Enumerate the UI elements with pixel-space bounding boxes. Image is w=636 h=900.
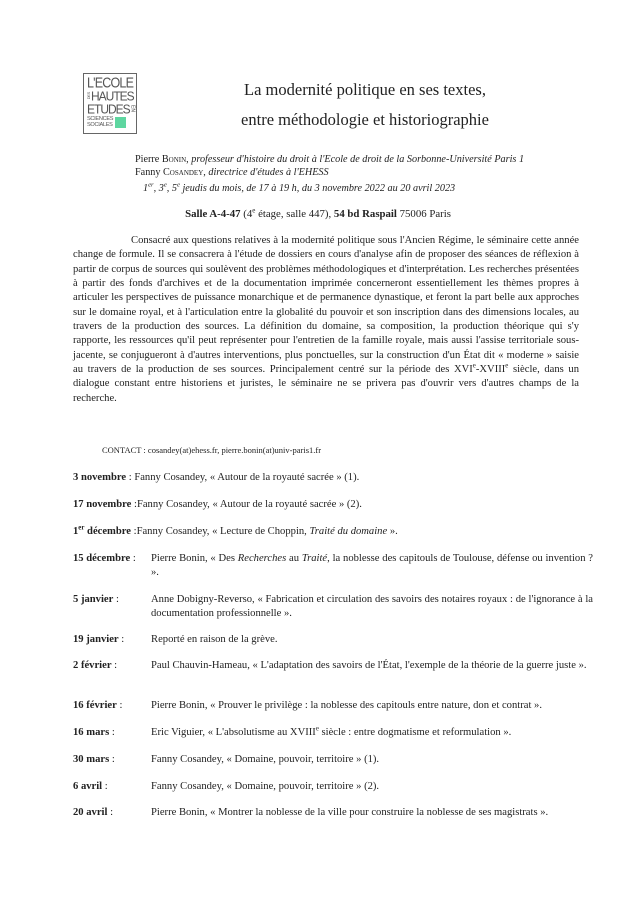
author-last-name: Cosandey bbox=[163, 167, 204, 178]
session-item bbox=[73, 780, 593, 794]
session-item bbox=[73, 753, 593, 767]
logo-des: DES bbox=[86, 91, 91, 100]
text-part: Pierre Bonin, « Des bbox=[151, 553, 238, 564]
day-5: 5 bbox=[171, 183, 177, 194]
session-item bbox=[73, 525, 593, 539]
date-sup: er bbox=[78, 524, 85, 532]
text-part: Eric Viguier, « L'absolutisme au XVIII bbox=[151, 727, 316, 738]
title-line-1: La modernité politique en ses textes, bbox=[244, 80, 486, 99]
session-date: 30 mars bbox=[73, 754, 110, 765]
session-item bbox=[73, 471, 593, 485]
room: Salle A-4-47 bbox=[185, 208, 241, 220]
session-date: 20 avril bbox=[73, 807, 108, 818]
separator: : bbox=[107, 807, 114, 818]
ehess-logo bbox=[83, 73, 137, 134]
logo-green-square bbox=[115, 117, 126, 128]
author-first-name: Pierre bbox=[135, 154, 162, 165]
author-role: professeur d'histoire du droit à l'Ecole de droit de la Sorbonne-Université Paris 1 bbox=[191, 154, 525, 165]
session-date bbox=[73, 525, 131, 539]
session-date: 16 mars bbox=[73, 727, 110, 738]
author-first-name: Fanny bbox=[135, 167, 164, 178]
session-date: 2 février bbox=[73, 660, 112, 671]
floor-pre: (4 bbox=[240, 208, 253, 220]
session-date: 19 janvier bbox=[73, 634, 119, 645]
authors-block bbox=[135, 153, 524, 179]
separator: , bbox=[203, 167, 209, 178]
session-date: 16 février bbox=[73, 700, 117, 711]
author-bonin bbox=[135, 153, 524, 166]
logo-line-hautes: HAUTES bbox=[91, 87, 134, 104]
session-date: 15 décembre bbox=[73, 553, 131, 564]
separator: : bbox=[131, 499, 137, 510]
author-role: directrice d'études à l'EHESS bbox=[208, 167, 329, 178]
session-item bbox=[73, 699, 593, 713]
session-text: Fanny Cosandey, « Domaine, pouvoir, territoire » (1). bbox=[151, 754, 380, 765]
text-part: siècle : entre dogmatisme et reformulation ». bbox=[318, 727, 512, 738]
session-text bbox=[151, 726, 593, 740]
contact-line: CONTACT : cosandey(at)ehess.fr, pierre.bonin(at)univ-paris1.fr bbox=[102, 445, 322, 455]
title-line-2: entre méthodologie et historiographie bbox=[241, 110, 489, 129]
sup: e bbox=[472, 362, 476, 370]
logo-bottom bbox=[87, 117, 134, 128]
city: 75006 Paris bbox=[396, 208, 451, 220]
text-part: Fanny Cosandey, « Lecture de Choppin, bbox=[136, 526, 310, 537]
logo-row-hautes bbox=[87, 89, 134, 102]
separator: , bbox=[153, 183, 159, 194]
session-text: Paul Chauvin-Hameau, « L'adaptation des savoirs de l'État, l'exemple de la théorie de la guerre juste ». bbox=[151, 660, 587, 671]
session-date: 3 novembre bbox=[73, 472, 127, 483]
day-5-sup: e bbox=[176, 181, 180, 189]
session-text bbox=[151, 552, 593, 580]
session-item bbox=[73, 659, 593, 673]
separator: , bbox=[186, 154, 192, 165]
schedule-rest: jeudis du mois, de 17 à 19 h, du 3 novembre 2022 au 20 avril 2023 bbox=[179, 183, 456, 194]
text-part: , la noblesse des capitouls de Toulouse, défense ou invention ? ». bbox=[151, 553, 594, 578]
session-item bbox=[73, 552, 594, 578]
session-date: 5 janvier bbox=[73, 594, 114, 605]
description-text-2: siècle, dans un dialogue constant entre historiens et juristes, le séminaire ne se privera pas d'ouvrir vers d'autres champs de la recherche. bbox=[73, 364, 579, 404]
day-3: 3 bbox=[158, 183, 164, 194]
text-italic: Traité du domaine bbox=[309, 526, 388, 537]
day-1: 1 bbox=[143, 183, 149, 194]
separator: : bbox=[130, 553, 136, 564]
session-text: Reporté en raison de la grève. bbox=[151, 634, 278, 645]
session-text: Pierre Bonin, « Prouver le privilège : la noblesse des capitouls entre nature, don et contrat ». bbox=[151, 700, 542, 711]
author-last-name: Bonin bbox=[161, 154, 187, 165]
session-text: Pierre Bonin, « Montrer la noblesse de la ville pour construire la noblesse de ses magistrats ». bbox=[151, 807, 549, 818]
date-day: 1 bbox=[73, 526, 79, 537]
text-italic: Traité bbox=[301, 553, 328, 564]
logo-line-etudes: ETUDES bbox=[87, 100, 130, 117]
day-1-sup: er bbox=[148, 181, 154, 189]
schedule-info bbox=[143, 183, 455, 194]
description-text-1: Consacré aux questions relatives à la modernité politique sous l'Ancien Régime, le séminaire cette année change de formule. Il se consacrera à l'étude de dossiers en cours d'analyse afin de proposer des séances de réflexion à partir de corpus de sources qui soulèvent des problèmes méthodologiques et d'interprétation. Les recherches présentées à partir des fonds d'archives et de la documentation imprimée concerneront essentiellement les thèmes propres à articuler les perspectives de puissance monarchique et de permanence dynastique, et feront la part belle aux approches sur le domaine royal, et à l'articulation entre la globalité du pouvoir et son inscription dans des dimensions locales, au travers de la production des sources. La définition du domaine, sa composition, la production théorique qui s'y rapporte, les ressources qu'il peut représenter pour l'entretien de la famille royale, mais aussi l'assise territoriale sous-jacente, se conjugueront à d'autres interventions, plus ponctuelles, sur la construction d'un État dit « moderne » saisie au travers de la production de ses sources. Principalement centré sur la période des XVI bbox=[73, 235, 579, 376]
sup: e bbox=[505, 362, 509, 370]
description-mid: -XVIII bbox=[475, 364, 506, 376]
location bbox=[0, 208, 636, 220]
logo-row-etudes bbox=[87, 102, 134, 115]
session-item bbox=[73, 498, 593, 512]
separator: : bbox=[113, 594, 119, 605]
session-item bbox=[73, 726, 593, 740]
session-date: 6 avril bbox=[73, 781, 103, 792]
separator: : bbox=[130, 526, 137, 537]
session-item bbox=[73, 633, 593, 647]
separator: : bbox=[102, 781, 108, 792]
logo-line-ecole: L'ECOLE bbox=[87, 74, 134, 91]
separator: , bbox=[166, 183, 172, 194]
text-italic: Recherches bbox=[237, 553, 287, 564]
separator: : bbox=[109, 727, 115, 738]
separator: : bbox=[111, 660, 118, 671]
session-item bbox=[73, 593, 593, 619]
session-text: Fanny Cosandey, « Autour de la royauté sacrée » (1). bbox=[134, 472, 360, 483]
author-cosandey bbox=[135, 166, 524, 179]
floor-sup: e bbox=[252, 206, 256, 215]
separator: : bbox=[116, 700, 123, 711]
description-paragraph bbox=[73, 234, 579, 406]
session-text: Fanny Cosandey, « Autour de la royauté sacrée » (2). bbox=[136, 499, 362, 510]
session-text: Fanny Cosandey, « Domaine, pouvoir, territoire » (2). bbox=[151, 781, 380, 792]
logo-line-sciences: SCIENCES bbox=[87, 116, 114, 122]
separator: : bbox=[118, 634, 125, 645]
separator: : bbox=[126, 472, 135, 483]
separator: : bbox=[109, 754, 115, 765]
floor-post: étage, salle 447), bbox=[255, 208, 334, 220]
date-month: décembre bbox=[84, 526, 131, 537]
logo-en: EN bbox=[129, 105, 136, 112]
text-part: au bbox=[286, 553, 302, 564]
session-date: 17 novembre bbox=[73, 499, 132, 510]
session-text: Anne Dobigny-Reverso, « Fabrication et circulation des savoirs des notaires royaux : de l'ignorance à la documentation professionnelle ». bbox=[151, 594, 593, 619]
address: 54 bd Raspail bbox=[333, 208, 397, 220]
session-item bbox=[73, 806, 593, 820]
day-3-sup: e bbox=[163, 181, 167, 189]
logo-line-sociales: SOCIALES bbox=[87, 121, 113, 128]
session-text bbox=[137, 526, 398, 537]
text-part: ». bbox=[387, 526, 398, 537]
sup: e bbox=[315, 725, 319, 733]
